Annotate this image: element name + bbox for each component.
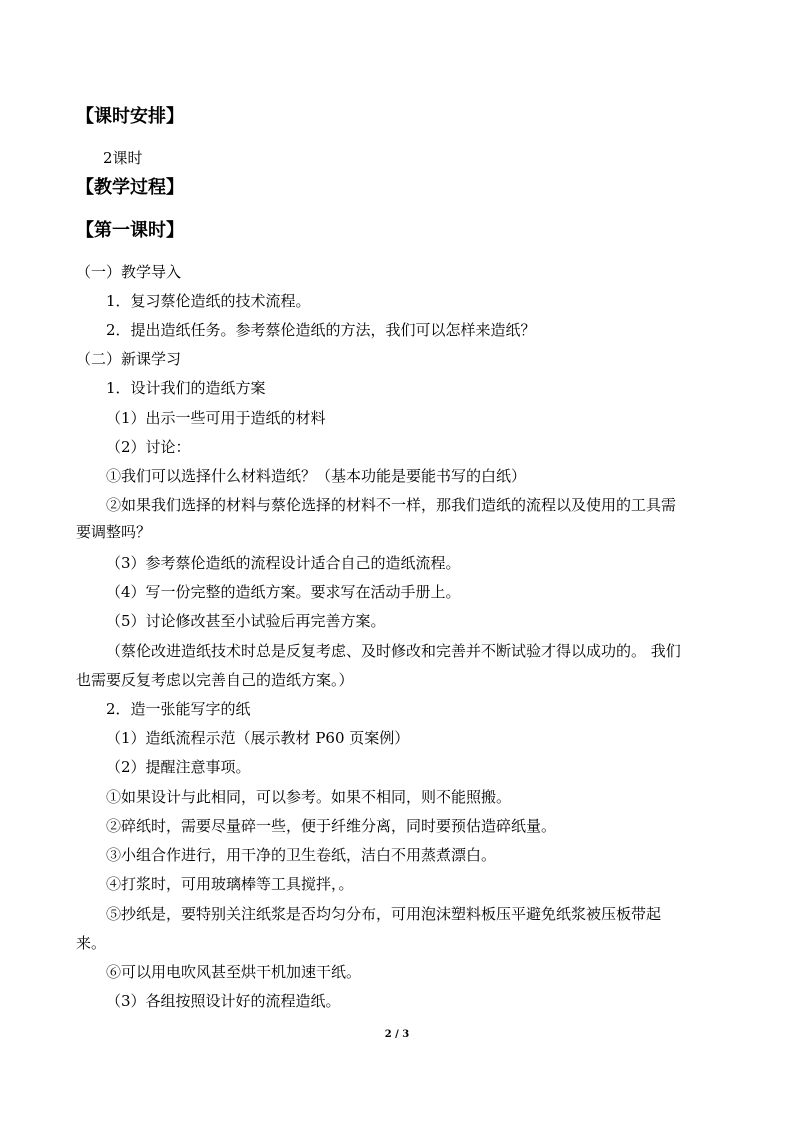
paragraph: 1．设计我们的造纸方案	[106, 379, 266, 397]
paragraph: ⑥可以用电吹风甚至烘干机加速干纸。	[106, 963, 362, 981]
paragraph: 2．提出造纸任务。参考蔡伦造纸的方法，我们可以怎样来造纸？	[106, 321, 536, 339]
paragraph: 1．复习蔡伦造纸的技术流程。	[106, 292, 311, 310]
paragraph: （1）出示一些可用于造纸的材料	[106, 409, 326, 427]
section-intro: （一）教学导入	[76, 263, 182, 281]
paragraph: 来。	[76, 934, 107, 952]
paragraph: （3）各组按照设计好的流程造纸。	[106, 992, 341, 1010]
text-hours: 2课时	[103, 149, 143, 167]
paragraph: ③小组合作进行，用干净的卫生卷纸，洁白不用蒸煮漂白。	[106, 846, 497, 864]
page-number: 2 / 3	[384, 1029, 410, 1040]
heading-schedule: 【课时安排】	[76, 106, 184, 127]
paragraph: （蔡伦改进造纸技术时总是反复考虑、及时修改和完善并不断试验才得以成功的。 我们	[106, 642, 681, 660]
heading-process: 【教学过程】	[76, 177, 184, 198]
section-new-lesson: （二）新课学习	[76, 350, 182, 368]
paragraph: ②如果我们选择的材料与蔡伦选择的材料不一样，那我们造纸的流程以及使用的工具需	[106, 496, 677, 514]
paragraph: 也需要反复考虑以完善自己的造纸方案。）	[76, 671, 354, 689]
paragraph: 要调整吗？	[76, 523, 152, 541]
paragraph: ①我们可以选择什么材料造纸？（基本功能是要能书写的白纸）	[106, 467, 527, 485]
paragraph: ⑤抄纸是，要特别关注纸浆是否均匀分布，可用泡沫塑料板压平避免纸浆被压板带起	[106, 905, 662, 923]
paragraph: ④打浆时，可用玻璃棒等工具搅拌，。	[106, 875, 354, 893]
paragraph: 2．造一张能写字的纸	[106, 700, 251, 718]
paragraph: （2）讨论：	[106, 438, 191, 456]
paragraph: ①如果设计与此相同，可以参考。如果不相同，则不能照搬。	[106, 788, 512, 806]
paragraph: （3）参考蔡伦造纸的流程设计适合自己的造纸流程。	[106, 554, 461, 572]
paragraph: （1）造纸流程示范（展示教材 P60 页案例）	[106, 729, 410, 747]
paragraph: （4）写一份完整的造纸方案。要求写在活动手册上。	[106, 583, 461, 601]
paragraph: （5）讨论修改甚至小试验后再完善方案。	[106, 612, 386, 630]
heading-first-lesson: 【第一课时】	[76, 220, 184, 241]
paragraph: ②碎纸时，需要尽量碎一些，便于纤维分离，同时要预估造碎纸量。	[106, 817, 557, 835]
paragraph: （2）提醒注意事项。	[106, 758, 251, 776]
